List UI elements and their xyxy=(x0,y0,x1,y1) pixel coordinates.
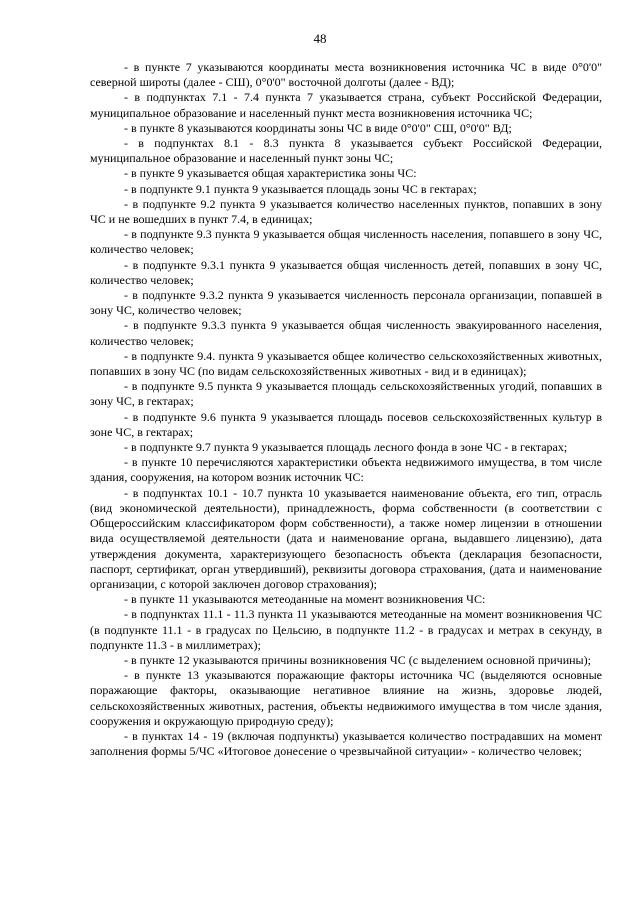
paragraph: - в подпунктах 10.1 - 10.7 пункта 10 указывается наименование объекта, его тип, отрасль (вид экономической деятельности), принадлежность, форма собственности (в соответствии с Общероссийским классификатором форм собственности), а также номер лицензии в отношении вида осуществляемой деятельности (дата и наименование органа, выдавшего лицензию), дата утверждения документа, характеризующего безопасность объекта (декларация безопасности, паспорт, сертификат, орган утвердивший), реквизиты договора страхования, (дата и наименование организации, с которой заключен договор страхования); xyxy=(90,485,602,591)
paragraph: - в подпункте 9.3.2 пункта 9 указывается численность персонала организации, попавшей в зону ЧС, количество человек; xyxy=(90,288,602,318)
paragraph: - в пунктах 14 - 19 (включая подпункты) указывается количество пострадавших на момент заполнения формы 5/ЧС «Итоговое донесение о чрезвычайной ситуации» - количество человек; xyxy=(90,728,602,759)
paragraph: - в пункте 13 указываются поражающие факторы источника ЧС (выделяются основные поражающие факторы, оказывающие негативное влияние на жизнь, здоровье людей, сельскохозяйственных животных, растения, объекты недвижимого имущества в том числе здания, сооружения и окружающую природную среду); xyxy=(90,668,602,728)
paragraph: - в подпункте 9.1 пункта 9 указывается площадь зоны ЧС в гектарах; xyxy=(124,181,477,196)
paragraph: - в подпункте 9.6 пункта 9 указывается площадь посевов сельскохозяйственных культур в зоне ЧС, в гектарах; xyxy=(90,409,602,439)
paragraph: - в подпункте 9.7 пункта 9 указывается площадь лесного фонда в зоне ЧС - в гектарах; xyxy=(124,440,568,455)
paragraph: - в пункте 10 перечисляются характеристики объекта недвижимого имущества, в том числе здания, сооружения, на котором возник источник ЧС: xyxy=(90,455,602,485)
paragraph: - в подпункте 9.3.3 пункта 9 указывается общая численность эвакуированного населения, количество человек; xyxy=(90,318,602,348)
paragraph: - в подпункте 9.5 пункта 9 указывается площадь сельскохозяйственных угодий, попавших в зону ЧС, в гектарах; xyxy=(90,379,602,409)
paragraph: - в подпункте 9.2 пункта 9 указывается количество населенных пунктов, попавших в зону ЧС и не вошедших в пункт 7.4, в единицах; xyxy=(90,196,602,227)
paragraph: - в пункте 8 указываются координаты зоны ЧС в виде 0°0'0" СШ, 0°0'0" ВД; xyxy=(124,120,512,135)
paragraph: - в пункте 7 указываются координаты места возникновения источника ЧС в виде 0°0'0" северной широты (далее - СШ), 0°0'0" восточной долготы (далее - ВД); xyxy=(90,60,602,90)
paragraph: - в подпункте 9.3 пункта 9 указывается общая численность населения, попавшего в зону ЧС, количество человек; xyxy=(90,227,602,257)
document-body xyxy=(90,60,602,759)
paragraph: - в подпункте 9.3.1 пункта 9 указывается общая численность детей, попавших в зону ЧС, количество человек; xyxy=(90,257,602,287)
paragraph: - в пункте 9 указывается общая характеристика зоны ЧС: xyxy=(124,166,417,181)
paragraph: - в подпунктах 11.1 - 11.3 пункта 11 указываются метеоданные на момент возникновения ЧС (в подпункте 11.1 - в градусах по Цельсию, в подпункте 11.2 - в градусах и метрах в секунду, в подпункте 11.3 - в миллиметрах); xyxy=(90,607,602,652)
page-number: 48 xyxy=(313,31,327,46)
paragraph: - в подпункте 9.4. пункта 9 указывается общее количество сельскохозяйственных животных, попавших в зону ЧС (по видам сельскохозяйственных животных - вид и в единицах); xyxy=(90,348,602,379)
paragraph: - в подпунктах 7.1 - 7.4 пункта 7 указывается страна, субъект Российской Федерации, муниципальное образование и населенный пункт места возникновения источника ЧС; xyxy=(90,90,602,120)
paragraph: - в пункте 12 указываются причины возникновения ЧС (с выделением основной причины); xyxy=(124,652,591,667)
paragraph: - в пункте 11 указываются метеоданные на момент возникновения ЧС: xyxy=(124,592,486,607)
paragraph: - в подпунктах 8.1 - 8.3 пункта 8 указывается субъект Российской Федерации, муниципальное образование и населенный пункт зоны ЧС; xyxy=(90,136,602,166)
